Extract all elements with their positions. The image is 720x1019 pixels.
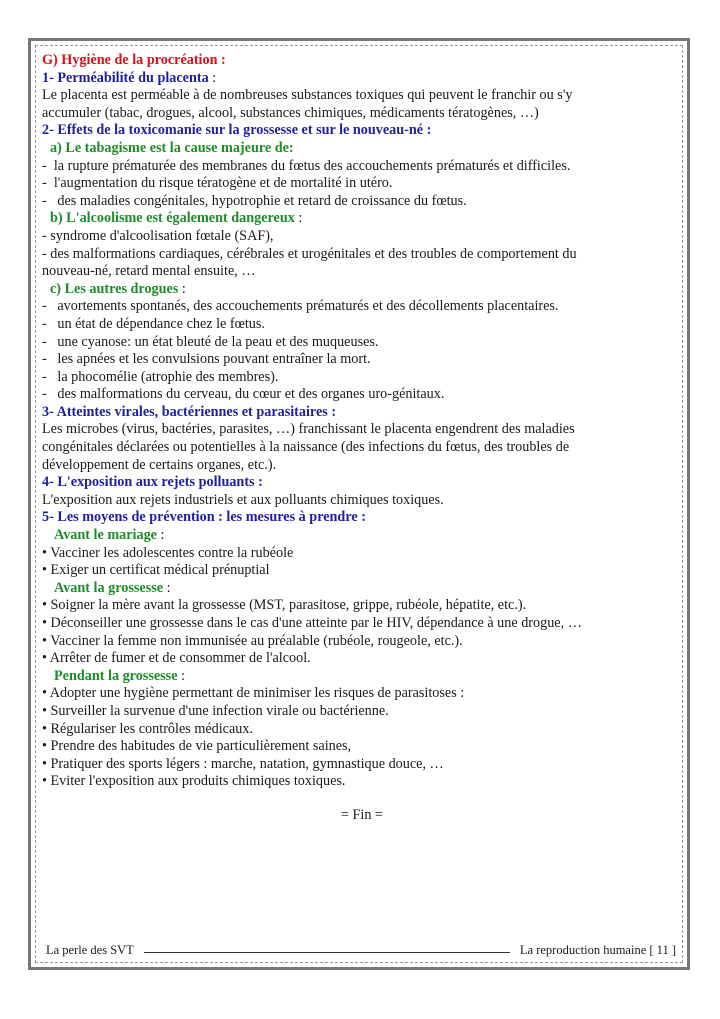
list-item: - un état de dépendance chez le fœtus.: [42, 316, 682, 334]
s2a-title: a) Le tabagisme est la cause majeure de:: [50, 139, 294, 156]
document-body: [42, 52, 682, 825]
s3-line: congénitales déclarées ou potentielles à la naissance (des infections du fœtus, des troubles de: [42, 439, 570, 456]
list-item: - syndrome d'alcoolisation fœtale (SAF),: [42, 227, 274, 244]
s5-title: 5- Les moyens de prévention : les mesures à prendre :: [42, 509, 366, 526]
list-item: - l'augmentation du risque tératogène et de mortalité in utéro.: [42, 175, 682, 193]
s2c-heading: c) Les autres drogues :: [50, 280, 186, 297]
s2-title: 2- Effets de la toxicomanie sur la grossesse et sur le nouveau-né :: [42, 122, 432, 139]
s5-mariage-title: Avant le mariage: [54, 527, 157, 544]
list-item: - avortements spontanés, des accouchements prématurés et des décollements placentaires.: [42, 298, 682, 316]
list-item: - des malformations du cerveau, du cœur et des organes uro-génitaux.: [42, 386, 682, 404]
s1-line: accumuler (tabac, drogues, alcool, substances chimiques, médicaments tératogènes, …): [42, 104, 539, 121]
s4-line: L'exposition aux rejets industriels et aux polluants chimiques toxiques.: [42, 491, 444, 508]
list-item: • Vacciner la femme non immunisée au préalable (rubéole, rougeole, etc.).: [42, 633, 682, 651]
s1-heading: 1- Perméabilité du placenta :: [42, 69, 217, 86]
s5-mariage-heading: Avant le mariage :: [54, 527, 165, 544]
list-item: • Déconseiller une grossesse dans le cas d'une atteinte par le HIV, dépendance à une drogue, …: [42, 615, 682, 633]
page-footer: [46, 943, 676, 958]
list-item: - une cyanose: un état bleuté de la peau et des muqueuses.: [42, 334, 682, 352]
s1-title: 1- Perméabilité du placenta: [42, 69, 209, 86]
s5-pendant-title: Pendant la grossesse: [54, 667, 178, 684]
footer-left: La perle des SVT: [46, 943, 134, 957]
list-item: - des maladies congénitales, hypotrophie et retard de croissance du fœtus.: [42, 193, 682, 211]
list-item: • Soigner la mère avant la grossesse (MST, parasitose, grippe, rubéole, hépatite, etc.).: [42, 597, 682, 615]
end-marker: = Fin =: [340, 806, 384, 823]
list-item: • Arrêter de fumer et de consommer de l'alcool.: [42, 650, 682, 668]
list-item: • Exiger un certificat médical prénuptial: [42, 562, 682, 580]
list-item: • Vacciner les adolescentes contre la rubéole: [42, 545, 682, 563]
s3-line: Les microbes (virus, bactéries, parasites, …) franchissant le placenta engendrent des maladies: [42, 421, 575, 438]
s5-grossesse-heading: Avant la grossesse :: [54, 579, 171, 596]
s2b-title: b) L'alcoolisme est également dangereux: [50, 210, 295, 227]
list-item: • Prendre des habitudes de vie particulièrement saines,: [42, 738, 682, 756]
list-item: - des malformations cardiaques, cérébrales et urogénitales et des troubles de comportement du: [42, 245, 577, 262]
s5-pendant-heading: Pendant la grossesse :: [54, 667, 185, 684]
s5-grossesse-title: Avant la grossesse: [54, 579, 164, 596]
s3-title: 3- Atteintes virales, bactériennes et parasitaires :: [42, 403, 337, 420]
s1-line: Le placenta est perméable à de nombreuses substances toxiques qui peuvent le franchir ou s'y: [42, 87, 573, 104]
list-item: - la phocomélie (atrophie des membres).: [42, 369, 682, 387]
list-item: • Régulariser les contrôles médicaux.: [42, 721, 682, 739]
list-item: • Surveiller la survenue d'une infection virale ou bactérienne.: [42, 703, 682, 721]
footer-right: La reproduction humaine [ 11 ]: [519, 943, 676, 957]
s3-line: développement de certains organes, etc.).: [42, 456, 277, 473]
list-item: nouveau-né, retard mental ensuite, …: [42, 263, 256, 280]
list-item: • Eviter l'exposition aux produits chimiques toxiques.: [42, 773, 682, 791]
list-item: • Pratiquer des sports légers : marche, natation, gymnastique douce, …: [42, 756, 682, 774]
list-item: - les apnées et les convulsions pouvant entraîner la mort.: [42, 351, 682, 369]
s4-title: 4- L'exposition aux rejets polluants :: [42, 474, 263, 491]
list-item: • Adopter une hygiène permettant de minimiser les risques de parasitoses :: [42, 685, 682, 703]
s2c-title: c) Les autres drogues: [50, 280, 179, 297]
section-g-title: G) Hygiène de la procréation :: [42, 52, 226, 68]
footer-divider: [144, 952, 510, 953]
s2b-heading: b) L'alcoolisme est également dangereux :: [50, 210, 303, 227]
list-item: - la rupture prématurée des membranes du fœtus des accouchements prématurés et difficiles.: [42, 158, 682, 176]
